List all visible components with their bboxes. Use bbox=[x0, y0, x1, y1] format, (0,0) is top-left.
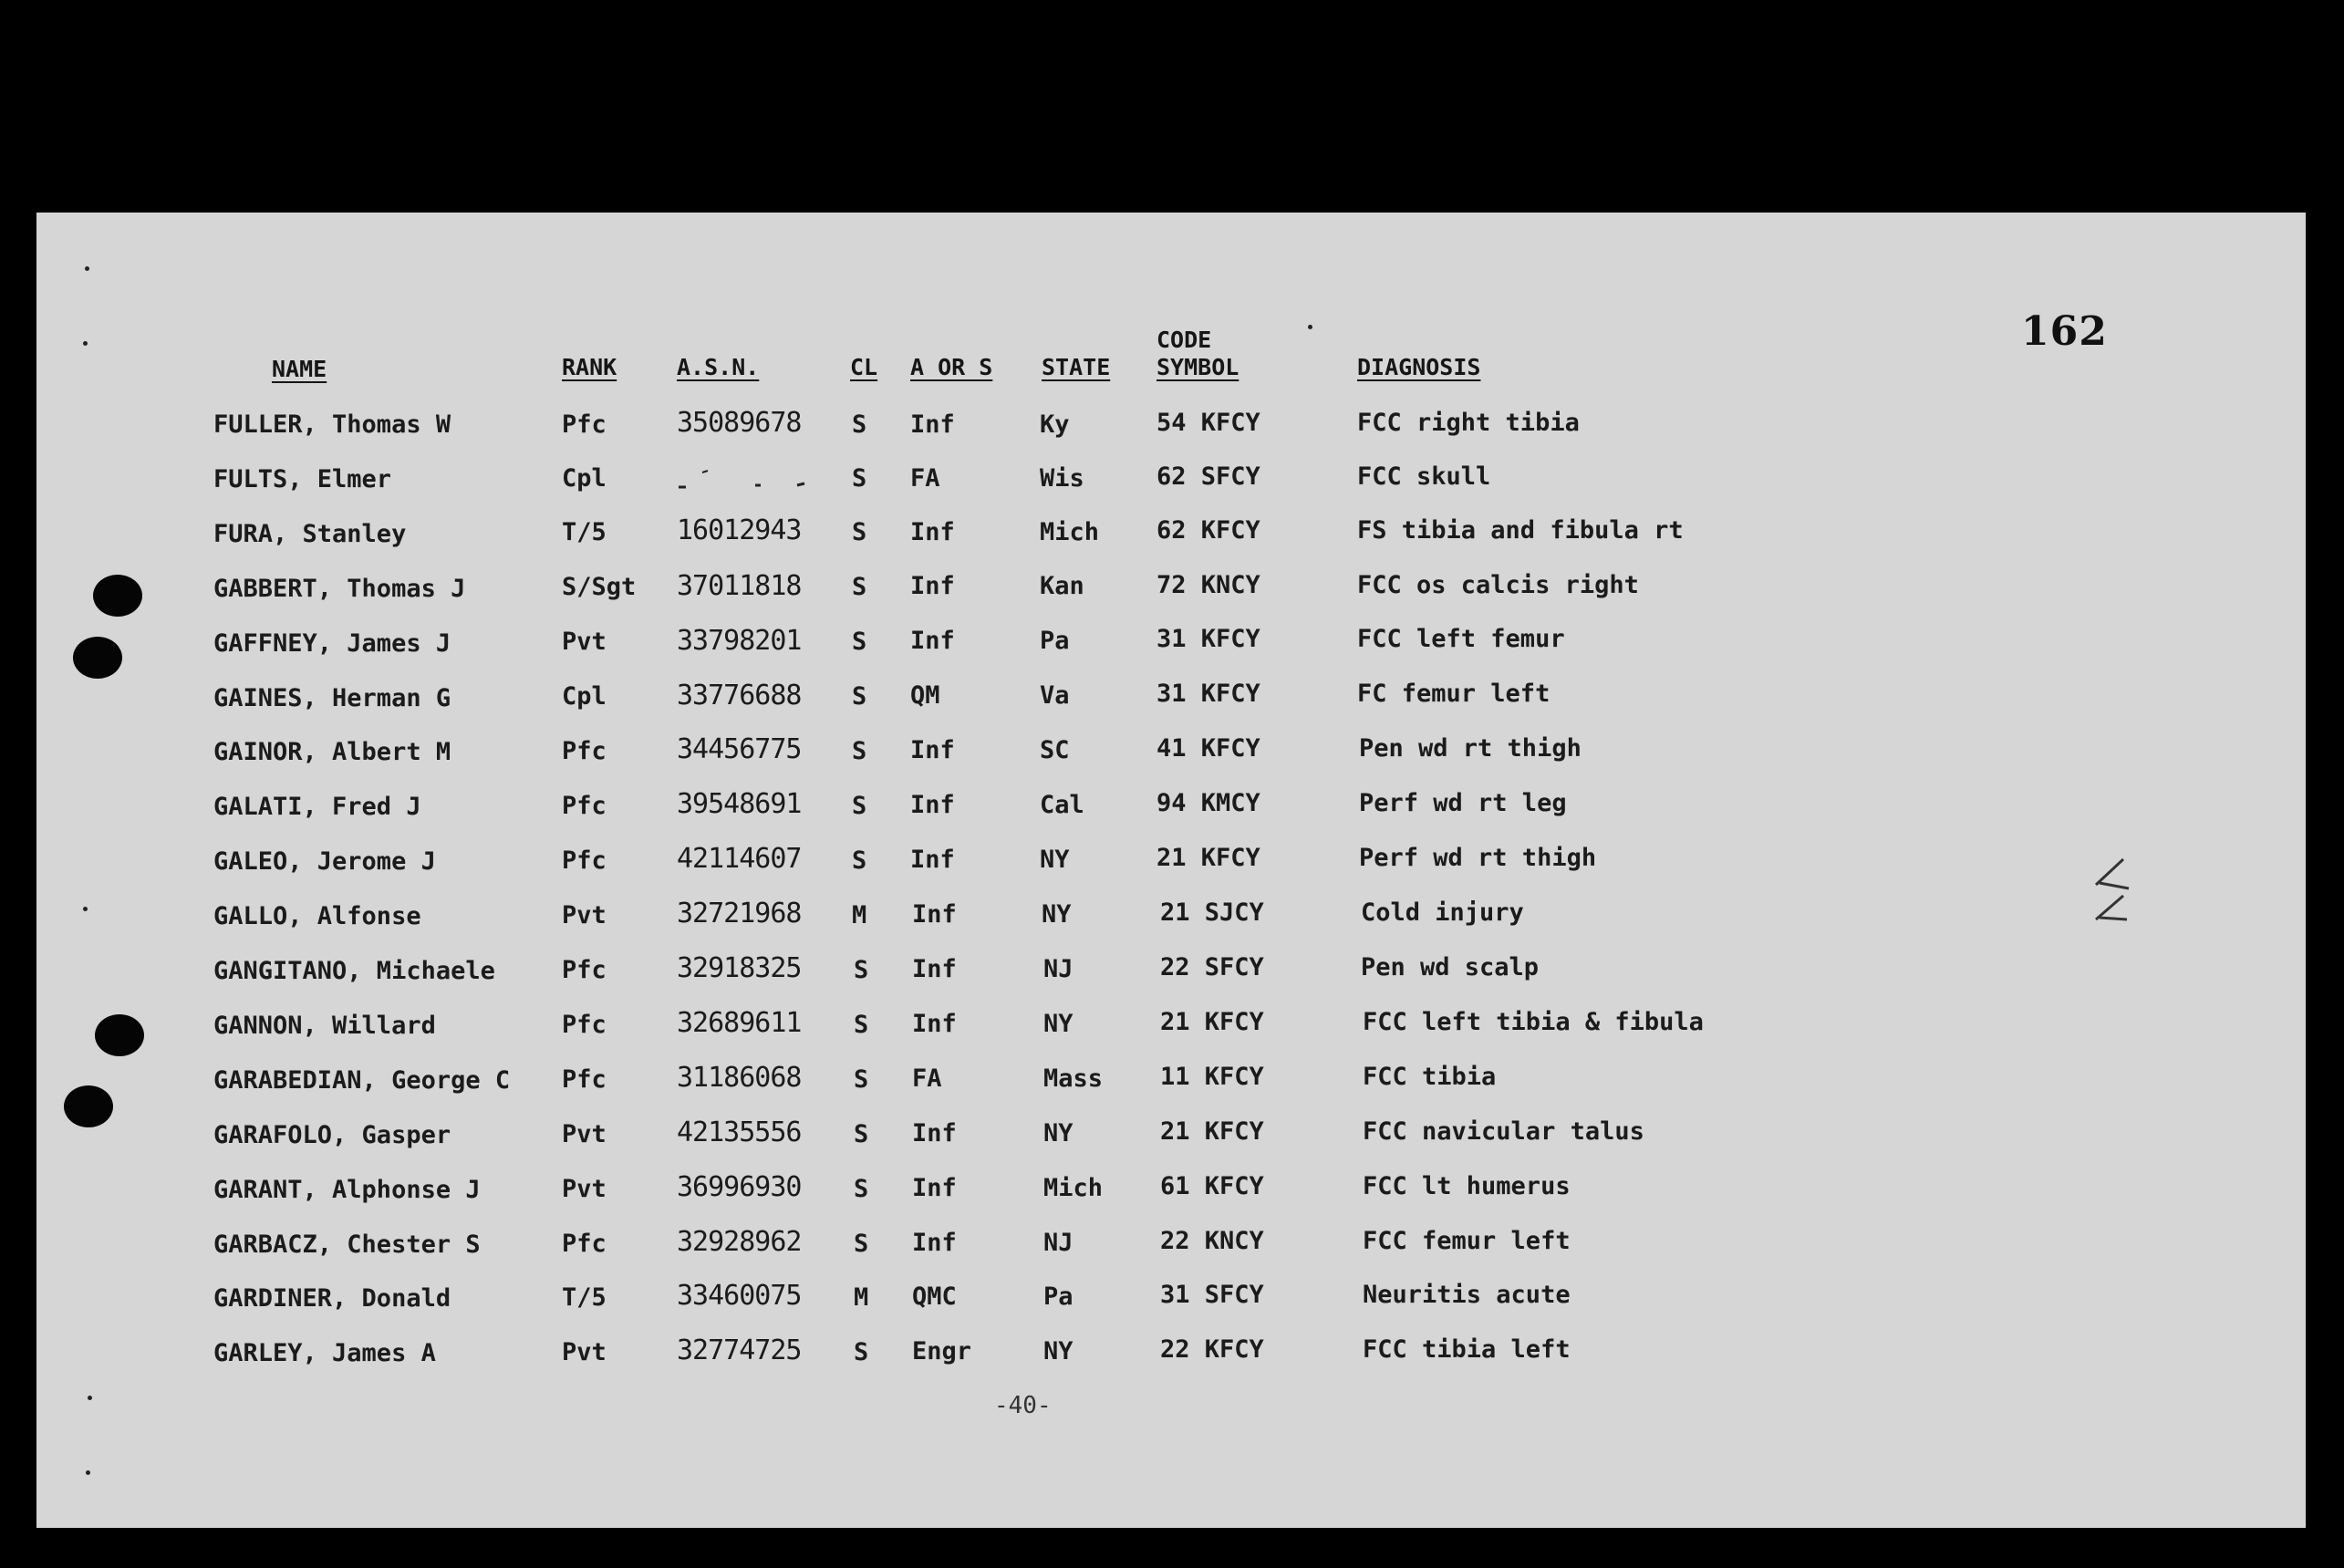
diagnosis-cell: FCC tibia bbox=[1363, 1063, 1497, 1091]
a-or-s-cell: Inf bbox=[910, 846, 955, 874]
diagnosis-cell: FCC os calcis right bbox=[1357, 571, 1639, 599]
cl-cell: S bbox=[854, 956, 869, 984]
header-asn: A.S.N. bbox=[677, 354, 760, 380]
a-or-s-cell: QMC bbox=[912, 1282, 957, 1311]
rank-cell: Pvt bbox=[562, 1338, 607, 1366]
cl-cell: S bbox=[852, 792, 867, 820]
state-cell: Va bbox=[1040, 681, 1070, 710]
punch-hole bbox=[73, 637, 122, 679]
code-cell: 21 KFCY bbox=[1160, 1117, 1264, 1146]
code-cell: 22 SFCY bbox=[1160, 953, 1264, 981]
smudge-mark bbox=[675, 465, 812, 493]
cl-cell: S bbox=[852, 682, 867, 711]
diagnosis-cell: FCC skull bbox=[1357, 462, 1491, 491]
asn-cell: 35089678 bbox=[677, 407, 802, 439]
rank-cell: T/5 bbox=[562, 1283, 607, 1312]
asn-cell: 33798201 bbox=[677, 625, 802, 657]
a-or-s-cell: Inf bbox=[912, 955, 957, 983]
diagnosis-cell: Neuritis acute bbox=[1363, 1281, 1571, 1309]
cl-cell: M bbox=[852, 901, 867, 929]
code-cell: 21 KFCY bbox=[1156, 844, 1260, 872]
code-cell: 61 KFCY bbox=[1160, 1172, 1264, 1200]
cl-cell: S bbox=[852, 573, 867, 601]
name-cell: GALATI, Fred J bbox=[213, 793, 421, 821]
a-or-s-cell: QM bbox=[910, 681, 940, 710]
name-cell: GANNON, Willard bbox=[213, 1012, 436, 1040]
state-cell: NY bbox=[1042, 900, 1072, 929]
diagnosis-cell: Pen wd scalp bbox=[1361, 953, 1540, 981]
speck bbox=[88, 1396, 92, 1400]
diagnosis-cell: FCC left tibia & fibula bbox=[1363, 1008, 1704, 1036]
name-cell: GARBACZ, Chester S bbox=[213, 1231, 481, 1259]
rank-cell: Pvt bbox=[562, 1175, 607, 1203]
code-cell: 31 KFCY bbox=[1156, 625, 1260, 653]
rank-cell: Cpl bbox=[562, 682, 607, 711]
name-cell: GARAFOLO, Gasper bbox=[213, 1121, 451, 1149]
name-cell: FULLER, Thomas W bbox=[213, 410, 451, 439]
speck bbox=[1308, 325, 1312, 329]
code-cell: 62 SFCY bbox=[1156, 462, 1260, 491]
cl-cell: S bbox=[854, 1120, 869, 1148]
asn-cell: 31186068 bbox=[677, 1062, 802, 1094]
a-or-s-cell: Inf bbox=[912, 1229, 957, 1257]
state-cell: NJ bbox=[1043, 955, 1073, 983]
diagnosis-cell: Perf wd rt leg bbox=[1359, 789, 1567, 817]
header-state: STATE bbox=[1042, 354, 1111, 380]
diagnosis-cell: Pen wd rt thigh bbox=[1359, 734, 1582, 763]
state-cell: NY bbox=[1040, 846, 1070, 874]
code-cell: 72 KNCY bbox=[1156, 571, 1260, 599]
name-cell: GAFFNEY, James J bbox=[213, 629, 451, 658]
diagnosis-cell: FC femur left bbox=[1357, 680, 1551, 708]
state-cell: NY bbox=[1043, 1337, 1073, 1366]
state-cell: NY bbox=[1043, 1119, 1073, 1147]
name-cell: FURA, Stanley bbox=[213, 520, 407, 548]
name-cell: GANGITANO, Michaele bbox=[213, 957, 495, 985]
asn-cell: 32918325 bbox=[677, 952, 802, 984]
a-or-s-cell: FA bbox=[912, 1064, 942, 1093]
header-cl: CL bbox=[850, 354, 878, 380]
a-or-s-cell: Inf bbox=[912, 900, 957, 929]
cl-cell: S bbox=[854, 1011, 869, 1039]
diagnosis-cell: Perf wd rt thigh bbox=[1359, 844, 1597, 872]
asn-cell: 36996930 bbox=[677, 1171, 802, 1203]
state-cell: NJ bbox=[1043, 1229, 1073, 1257]
name-cell: FULTS, Elmer bbox=[213, 465, 392, 493]
asn-cell: 42135556 bbox=[677, 1116, 802, 1148]
state-cell: Kan bbox=[1040, 572, 1084, 600]
header-a-or-s: A OR S bbox=[910, 354, 993, 380]
speck bbox=[83, 341, 88, 346]
diagnosis-cell: FS tibia and fibula rt bbox=[1357, 516, 1684, 545]
name-cell: GALEO, Jerome J bbox=[213, 847, 436, 876]
code-cell: 31 SFCY bbox=[1160, 1281, 1264, 1309]
state-cell: Mich bbox=[1040, 518, 1100, 546]
state-cell: Cal bbox=[1040, 791, 1084, 819]
cl-cell: M bbox=[854, 1283, 869, 1312]
name-cell: GABBERT, Thomas J bbox=[213, 575, 466, 603]
name-cell: GAINES, Herman G bbox=[213, 684, 451, 712]
state-cell: Mass bbox=[1043, 1064, 1104, 1093]
cl-cell: S bbox=[854, 1338, 869, 1366]
cl-cell: S bbox=[854, 1065, 869, 1094]
asn-cell: 42114607 bbox=[677, 843, 802, 875]
diagnosis-cell: FCC right tibia bbox=[1357, 409, 1580, 437]
asn-cell: 33460075 bbox=[677, 1280, 802, 1312]
diagnosis-cell: FCC femur left bbox=[1363, 1227, 1571, 1255]
a-or-s-cell: Inf bbox=[910, 736, 955, 764]
asn-cell: 33776688 bbox=[677, 680, 802, 711]
diagnosis-cell: FCC left femur bbox=[1357, 625, 1565, 653]
footer-page-marker: -40- bbox=[994, 1392, 1052, 1419]
rank-cell: Pfc bbox=[562, 846, 607, 875]
header-rank: RANK bbox=[562, 354, 617, 380]
header-code: CODE bbox=[1156, 327, 1212, 353]
code-cell: 21 SJCY bbox=[1160, 898, 1264, 927]
a-or-s-cell: Inf bbox=[910, 518, 955, 546]
diagnosis-cell: Cold injury bbox=[1361, 898, 1524, 927]
name-cell: GARANT, Alphonse J bbox=[213, 1176, 481, 1204]
rank-cell: Pfc bbox=[562, 1230, 607, 1258]
cl-cell: S bbox=[852, 846, 867, 875]
asn-cell: 16012943 bbox=[677, 514, 802, 546]
speck bbox=[83, 907, 88, 911]
code-cell: 54 KFCY bbox=[1156, 409, 1260, 437]
code-cell: 94 KMCY bbox=[1156, 789, 1260, 817]
code-cell: 11 KFCY bbox=[1160, 1063, 1264, 1091]
name-cell: GARDINER, Donald bbox=[213, 1284, 451, 1313]
rank-cell: Pfc bbox=[562, 792, 607, 820]
state-cell: Wis bbox=[1040, 464, 1084, 493]
cl-cell: S bbox=[852, 628, 867, 656]
a-or-s-cell: Inf bbox=[912, 1174, 957, 1202]
asn-cell: 32774725 bbox=[677, 1334, 802, 1366]
speck bbox=[85, 266, 89, 271]
diagnosis-cell: FCC navicular talus bbox=[1363, 1117, 1644, 1146]
a-or-s-cell: Inf bbox=[910, 791, 955, 819]
rank-cell: Pfc bbox=[562, 956, 607, 984]
diagnosis-cell: FCC lt humerus bbox=[1363, 1172, 1571, 1200]
punch-hole bbox=[64, 1085, 113, 1127]
state-cell: Mich bbox=[1043, 1174, 1104, 1202]
rank-cell: S/Sgt bbox=[562, 573, 637, 601]
rank-cell: Pvt bbox=[562, 901, 607, 929]
name-cell: GARLEY, James A bbox=[213, 1339, 436, 1367]
punch-hole bbox=[93, 575, 142, 617]
speck bbox=[86, 1470, 90, 1475]
rank-cell: Cpl bbox=[562, 464, 607, 493]
rank-cell: T/5 bbox=[562, 518, 607, 546]
rank-cell: Pfc bbox=[562, 410, 607, 439]
rank-cell: Pfc bbox=[562, 1011, 607, 1039]
header-symbol: SYMBOL bbox=[1156, 354, 1239, 380]
rank-cell: Pvt bbox=[562, 1120, 607, 1148]
page-number: 162 bbox=[2021, 308, 2108, 355]
state-cell: SC bbox=[1040, 736, 1070, 764]
code-cell: 31 KFCY bbox=[1156, 680, 1260, 708]
cl-cell: S bbox=[852, 464, 867, 493]
name-cell: GAINOR, Albert M bbox=[213, 738, 451, 766]
asn-cell: 32721968 bbox=[677, 898, 802, 929]
cl-cell: S bbox=[852, 518, 867, 546]
asn-cell: 32689611 bbox=[677, 1007, 802, 1039]
punch-hole bbox=[95, 1014, 144, 1056]
state-cell: NY bbox=[1043, 1010, 1073, 1038]
handwritten-margin-mark bbox=[2092, 856, 2132, 923]
a-or-s-cell: FA bbox=[910, 464, 940, 493]
diagnosis-cell: FCC tibia left bbox=[1363, 1335, 1571, 1364]
a-or-s-cell: Inf bbox=[912, 1119, 957, 1147]
rank-cell: Pfc bbox=[562, 737, 607, 765]
code-cell: 22 KFCY bbox=[1160, 1335, 1264, 1364]
rank-cell: Pfc bbox=[562, 1065, 607, 1094]
a-or-s-cell: Inf bbox=[910, 410, 955, 439]
code-cell: 41 KFCY bbox=[1156, 734, 1260, 763]
code-cell: 21 KFCY bbox=[1160, 1008, 1264, 1036]
a-or-s-cell: Inf bbox=[910, 627, 955, 655]
state-cell: Pa bbox=[1040, 627, 1070, 655]
asn-cell: 32928962 bbox=[677, 1226, 802, 1258]
header-name: NAME bbox=[272, 356, 327, 382]
code-cell: 22 KNCY bbox=[1160, 1227, 1264, 1255]
cl-cell: S bbox=[854, 1175, 869, 1203]
asn-cell: 37011818 bbox=[677, 570, 802, 602]
cl-cell: S bbox=[852, 410, 867, 439]
asn-cell: 34456775 bbox=[677, 733, 802, 765]
asn-cell: 39548691 bbox=[677, 788, 802, 820]
state-cell: Pa bbox=[1043, 1282, 1073, 1311]
name-cell: GALLO, Alfonse bbox=[213, 902, 421, 930]
header-diagnosis: DIAGNOSIS bbox=[1357, 354, 1481, 380]
a-or-s-cell: Inf bbox=[910, 572, 955, 600]
cl-cell: S bbox=[852, 737, 867, 765]
code-cell: 62 KFCY bbox=[1156, 516, 1260, 545]
name-cell: GARABEDIAN, George C bbox=[213, 1066, 511, 1095]
a-or-s-cell: Inf bbox=[912, 1010, 957, 1038]
a-or-s-cell: Engr bbox=[912, 1337, 972, 1366]
state-cell: Ky bbox=[1040, 410, 1070, 439]
cl-cell: S bbox=[854, 1230, 869, 1258]
rank-cell: Pvt bbox=[562, 628, 607, 656]
